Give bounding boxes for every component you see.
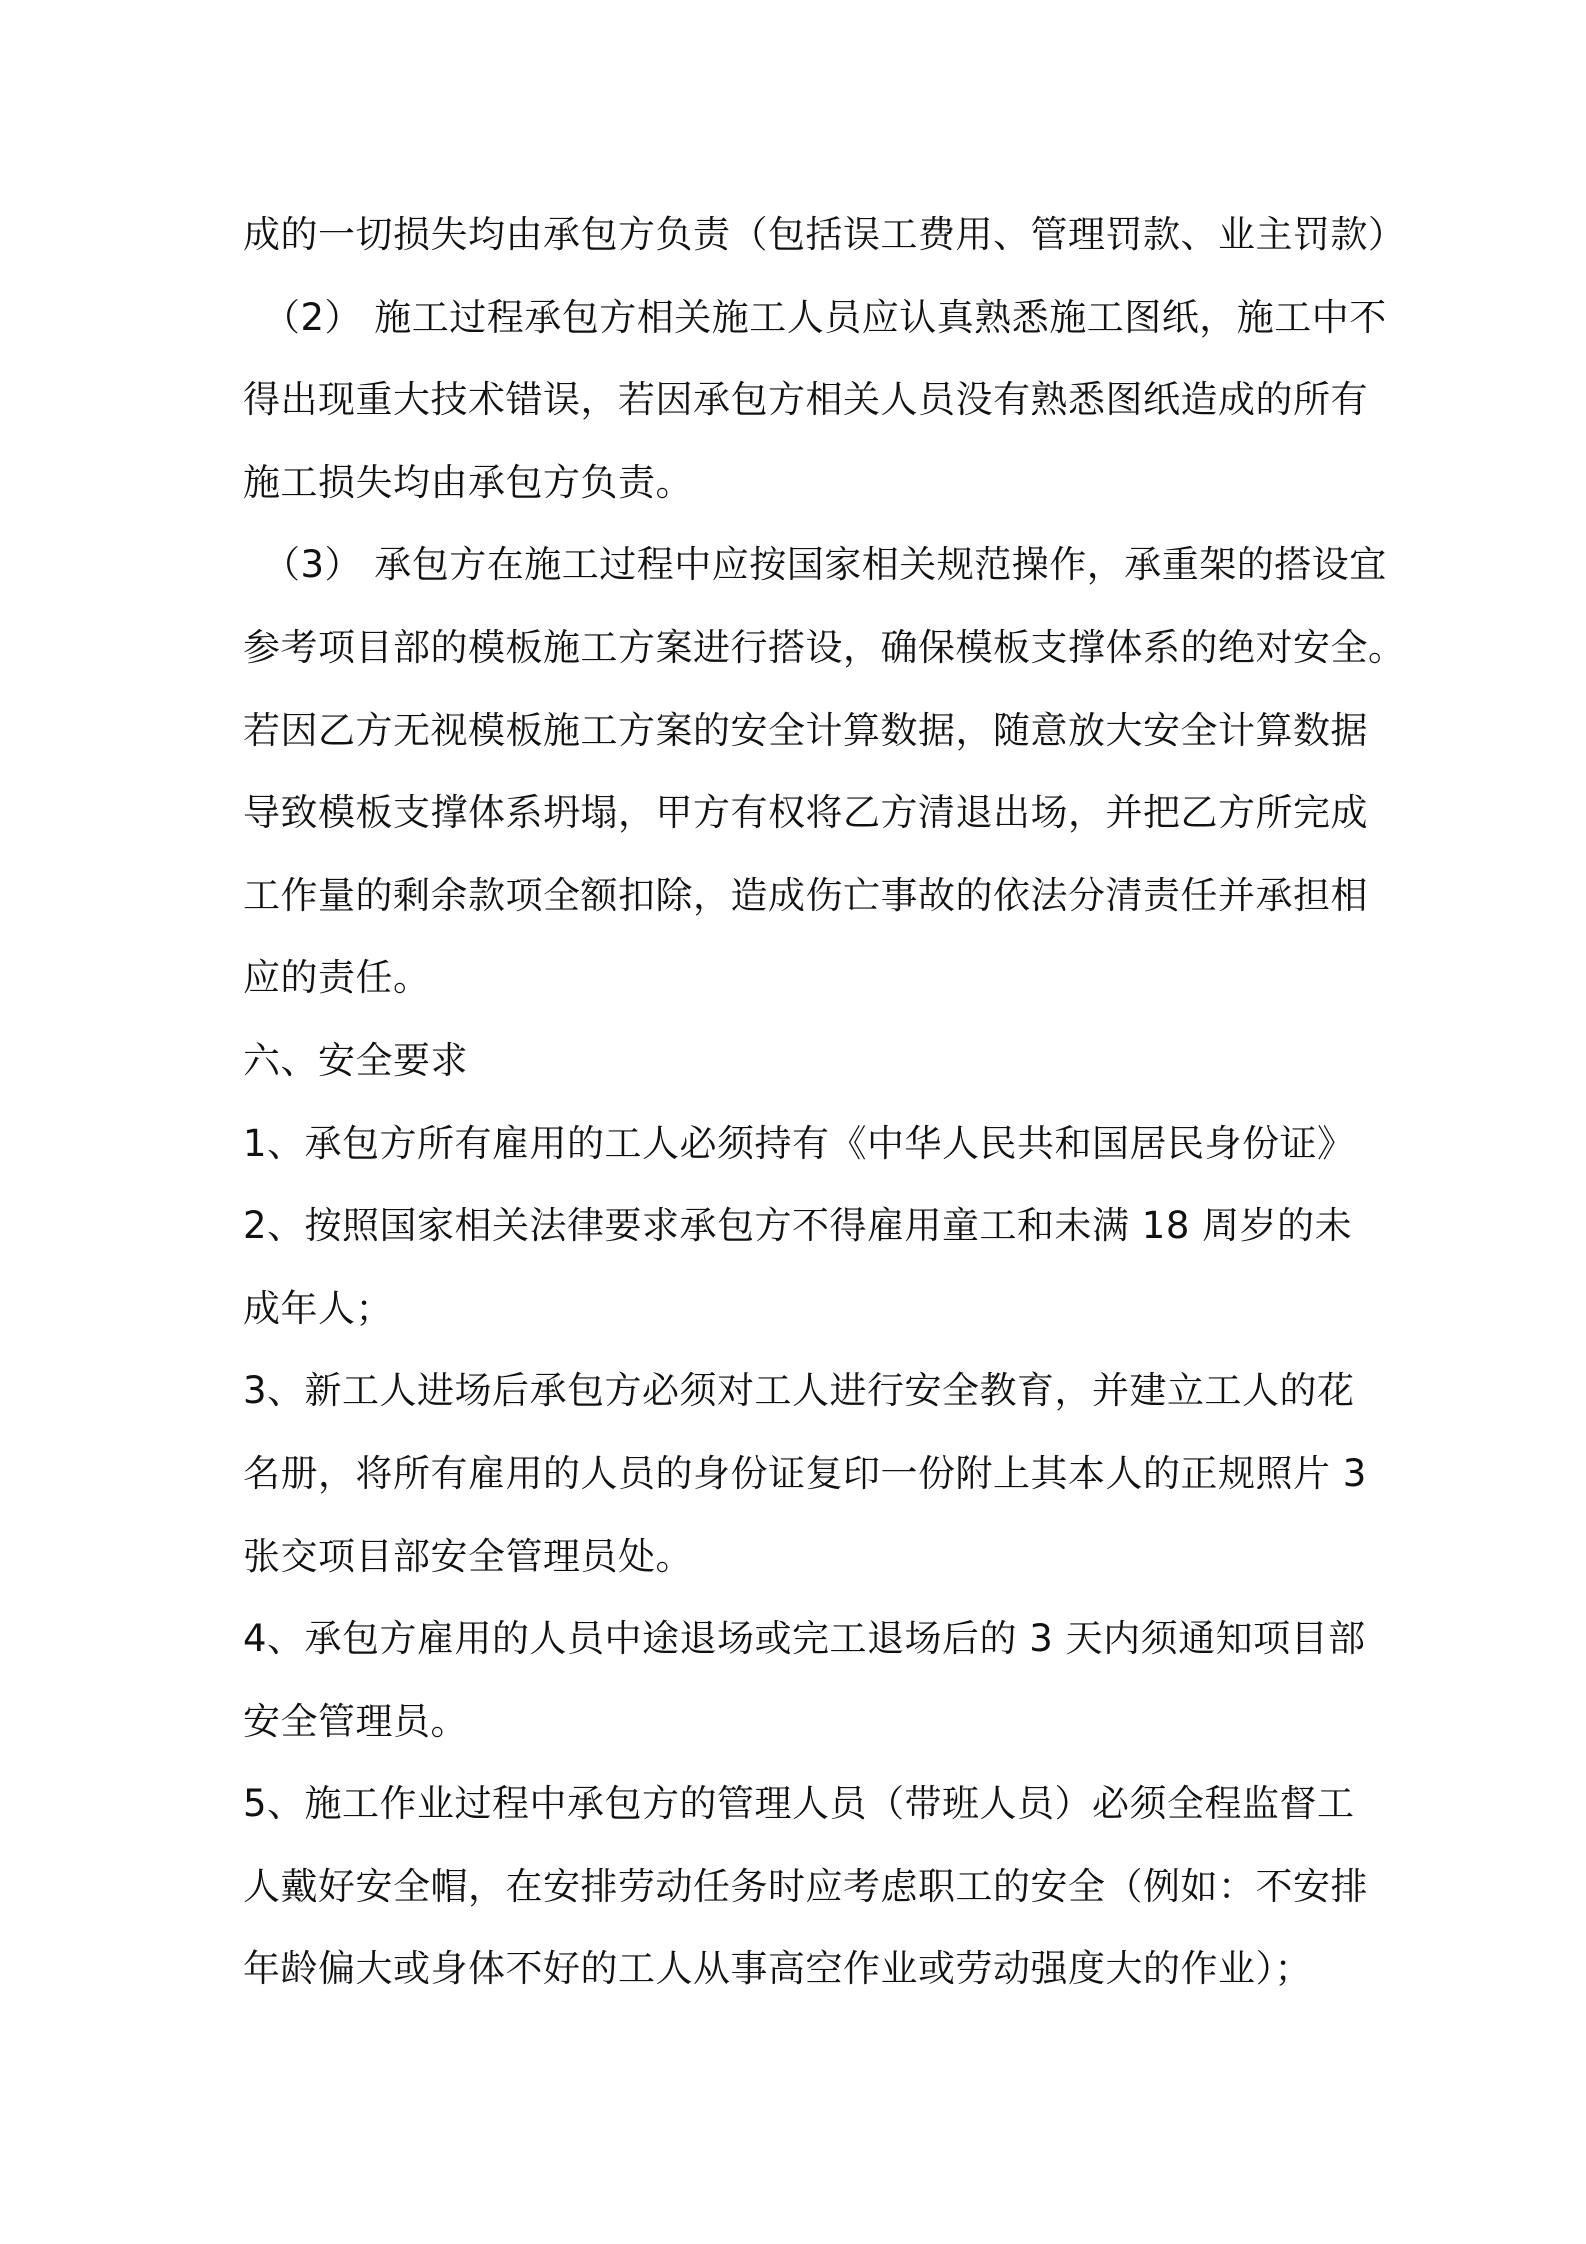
text-line: 2、按照国家相关法律要求承包方不得雇用童工和未满 18 周岁的未 bbox=[243, 1204, 1353, 1248]
text-line: 导致模板支撑体系坍塌，甲方有权将乙方清退出场，并把乙方所完成 bbox=[243, 791, 1368, 835]
text-line: 成的一切损失均由承包方负责（包括误工费用、管理罚款、业主罚款） bbox=[243, 213, 1406, 256]
text-line: 工作量的剩余款项全额扣除，造成伤亡事故的依法分清责任并承担相 bbox=[243, 873, 1368, 917]
text-line: 若因乙方无视模板施工方案的安全计算数据，随意放大安全计算数据 bbox=[243, 708, 1368, 752]
text-line: 4、承包方雇用的人员中途退场或完工退场后的 3 天内须通知项目部 bbox=[243, 1617, 1366, 1661]
text-line: 名册，将所有雇用的人员的身份证复印一份附上其本人的正规照片 3 bbox=[243, 1451, 1367, 1495]
text-line: 参考项目部的模板施工方案进行搭设，确保模板支撑体系的绝对安全。 bbox=[243, 625, 1406, 669]
text-line: （2） 施工过程承包方相关施工人员应认真熟悉施工图纸，施工中不 bbox=[263, 295, 1387, 339]
text-line: 应的责任。 bbox=[243, 956, 431, 1000]
text-line: （3） 承包方在施工过程中应按国家相关规范操作，承重架的搭设宜 bbox=[263, 543, 1387, 587]
text-line: 得出现重大技术错误，若因承包方相关人员没有熟悉图纸造成的所有 bbox=[243, 378, 1368, 422]
section-heading: 六、安全要求 bbox=[243, 1038, 468, 1082]
text-line: 5、施工作业过程中承包方的管理人员（带班人员）必须全程监督工 bbox=[243, 1782, 1355, 1826]
text-line: 3、新工人进场后承包方必须对工人进行安全教育，并建立工人的花 bbox=[243, 1369, 1355, 1413]
text-line: 安全管理员。 bbox=[243, 1699, 468, 1743]
text-line: 人戴好安全帽，在安排劳动任务时应考虑职工的安全（例如：不安排 bbox=[243, 1864, 1368, 1908]
text-line: 成年人； bbox=[243, 1286, 393, 1330]
document-body bbox=[243, 194, 1406, 2011]
text-line: 张交项目部安全管理员处。 bbox=[243, 1534, 693, 1578]
text-line: 施工损失均由承包方负责。 bbox=[243, 460, 693, 504]
text-line: 1、承包方所有雇用的工人必须持有《中华人民共和国居民身份证》 bbox=[243, 1121, 1355, 1165]
text-line: 年龄偏大或身体不好的工人从事高空作业或劳动强度大的作业）； bbox=[243, 1947, 1312, 1991]
